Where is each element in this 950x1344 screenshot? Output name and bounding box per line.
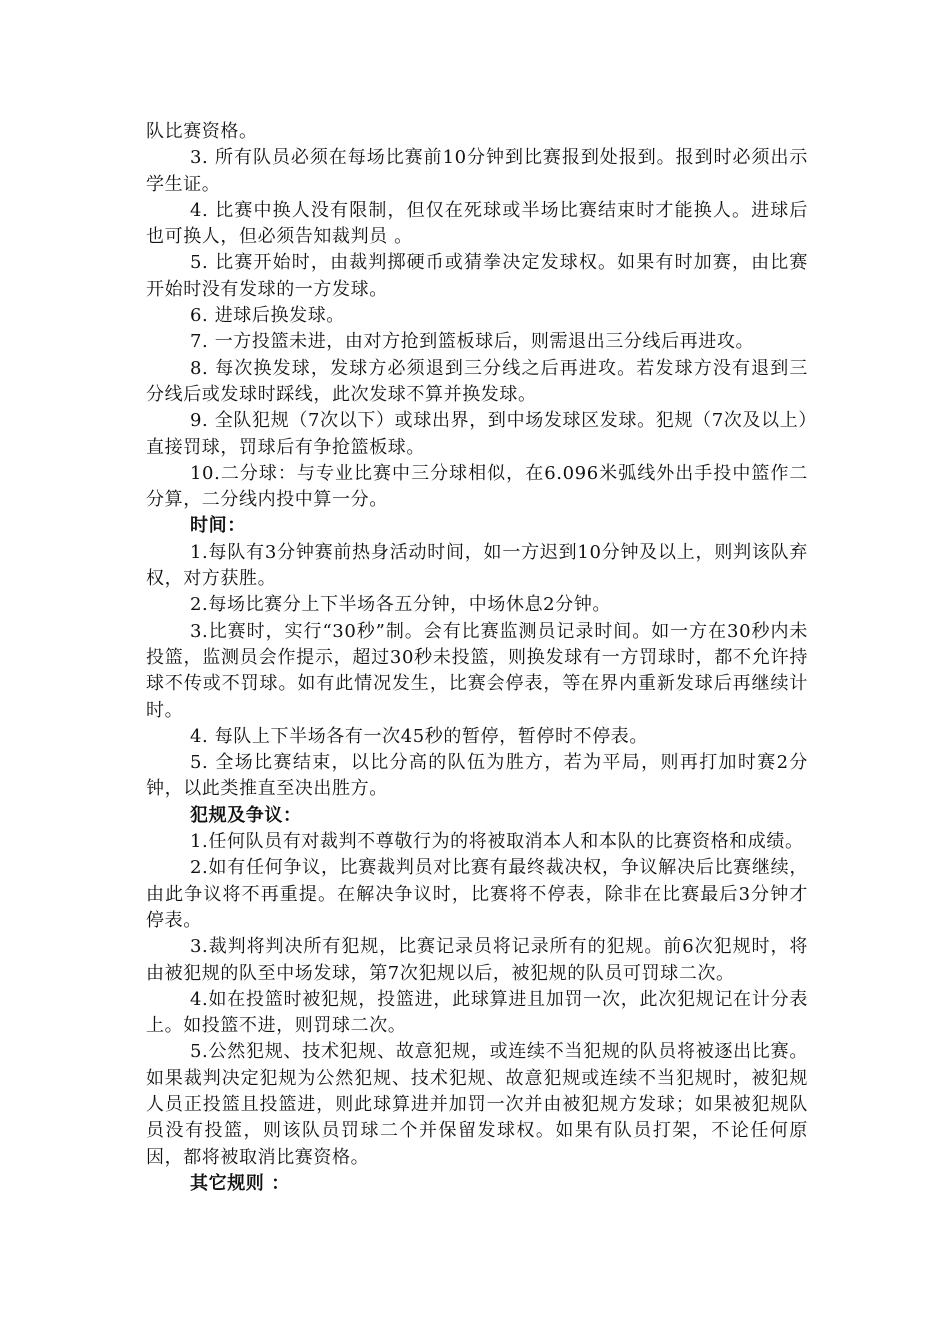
- foul-heading: 犯规及争议：: [190, 804, 302, 826]
- time-rule-1: 1.每队有3分钟赛前热身活动时间，如一方迟到10分钟及以上，则判该队弃权，对方获胜。: [146, 541, 808, 590]
- foul-rule-2: 2.如有任何争议，比赛裁判员对比赛有最终裁决权，争议解决后比赛继续，由此争议将不再重提。在解决争议时，比赛将不停表，除非在比赛最后3分钟才停表。: [146, 857, 808, 931]
- other-rules-heading: 其它规则 ：: [190, 1172, 290, 1194]
- rule-3-checkin: 3. 所有队员必须在每场比赛前10分钟到比赛报到处报到。报到时必须出示学生证。: [146, 147, 808, 195]
- foul-rule-5: 5.公然犯规、技术犯规、故意犯规，或连续不当犯规的队员将被逐出比赛。如果裁判决定犯规为公然犯规、技术犯规、故意犯规或连续不当犯规时，被犯规人员正投篮且投篮进，则此球算进并加罚一次并由被犯规方发球；如果被犯规队员没有投篮，则该队员罚球二个并保留发球权。如果有队员打架，不论任何原因，都将被取消比赛资格。: [146, 1041, 808, 1168]
- rule-8-three-point-line: 8. 每次换发球，发球方必须退到三分线之后再进攻。若发球方没有退到三分线后或发球时踩线，此次发球不算并换发球。: [146, 357, 808, 405]
- rule-10-two-pointer: 10.二分球：与专业比赛中三分球相似，在6.096米弧线外出手投中篮作二分算，二分线内投中算一分。: [146, 462, 808, 511]
- foul-rule-4: 4.如在投篮时被犯规，投篮进，此球算进且加罚一次，此次犯规记在计分表上。如投篮不进，则罚球二次。: [146, 988, 808, 1037]
- paragraph-continuation: 队比赛资格。: [146, 121, 258, 142]
- foul-rule-1: 1.任何队员有对裁判不尊敬行为的将被取消本人和本队的比赛资格和成绩。: [190, 831, 804, 853]
- time-rule-3: 3.比赛时，实行“30秒”制。会有比赛监测员记录时间。如一方在30秒内未投篮，监测员会作提示，超过30秒未投篮，则换发球有一方罚球时，都不允许持球不传或不罚球。如有此情况发生，比赛会停表，等在界内重新发球后再继续计时。: [146, 620, 808, 721]
- rule-4-substitution: 4. 比赛中换人没有限制，但仅在死球或半场比赛结束时才能换人。进球后也可换人，但必须告知裁判员 。: [146, 199, 808, 248]
- rule-5-possession: 5. 比赛开始时，由裁判掷硬币或猜拳决定发球权。如果有时加赛，由比赛开始时没有发球的一方发球。: [146, 252, 808, 300]
- rule-6-change-possession: 6. 进球后换发球。: [190, 305, 345, 327]
- foul-rule-3: 3.裁判将判决所有犯规，比赛记录员将记录所有的犯规。前6次犯规时，将由被犯规的队至中场发球，第7次犯规以后，被犯规的队员可罚球二次。: [146, 936, 808, 984]
- document-page: [146, 119, 808, 1197]
- time-heading: 时间：: [190, 515, 246, 537]
- rule-9-team-fouls: 9. 全队犯规（7次以下）或球出界，到中场发球区发球。犯规（7次及以上）直接罚球，罚球后有争抢篮板球。: [146, 410, 808, 458]
- time-rule-2: 2.每场比赛分上下半场各五分钟，中场休息2分钟。: [190, 594, 612, 616]
- time-rule-5: 5. 全场比赛结束，以比分高的队伍为胜方，若为平局，则再打加时赛2分钟，以此类推直至决出胜方。: [146, 752, 808, 800]
- rule-7-rebound: 7. 一方投篮未进，由对方抢到篮板球后，则需退出三分线后再进攻。: [190, 331, 755, 353]
- time-rule-4: 4. 每队上下半场各有一次45秒的暂停，暂停时不停表。: [190, 725, 648, 747]
